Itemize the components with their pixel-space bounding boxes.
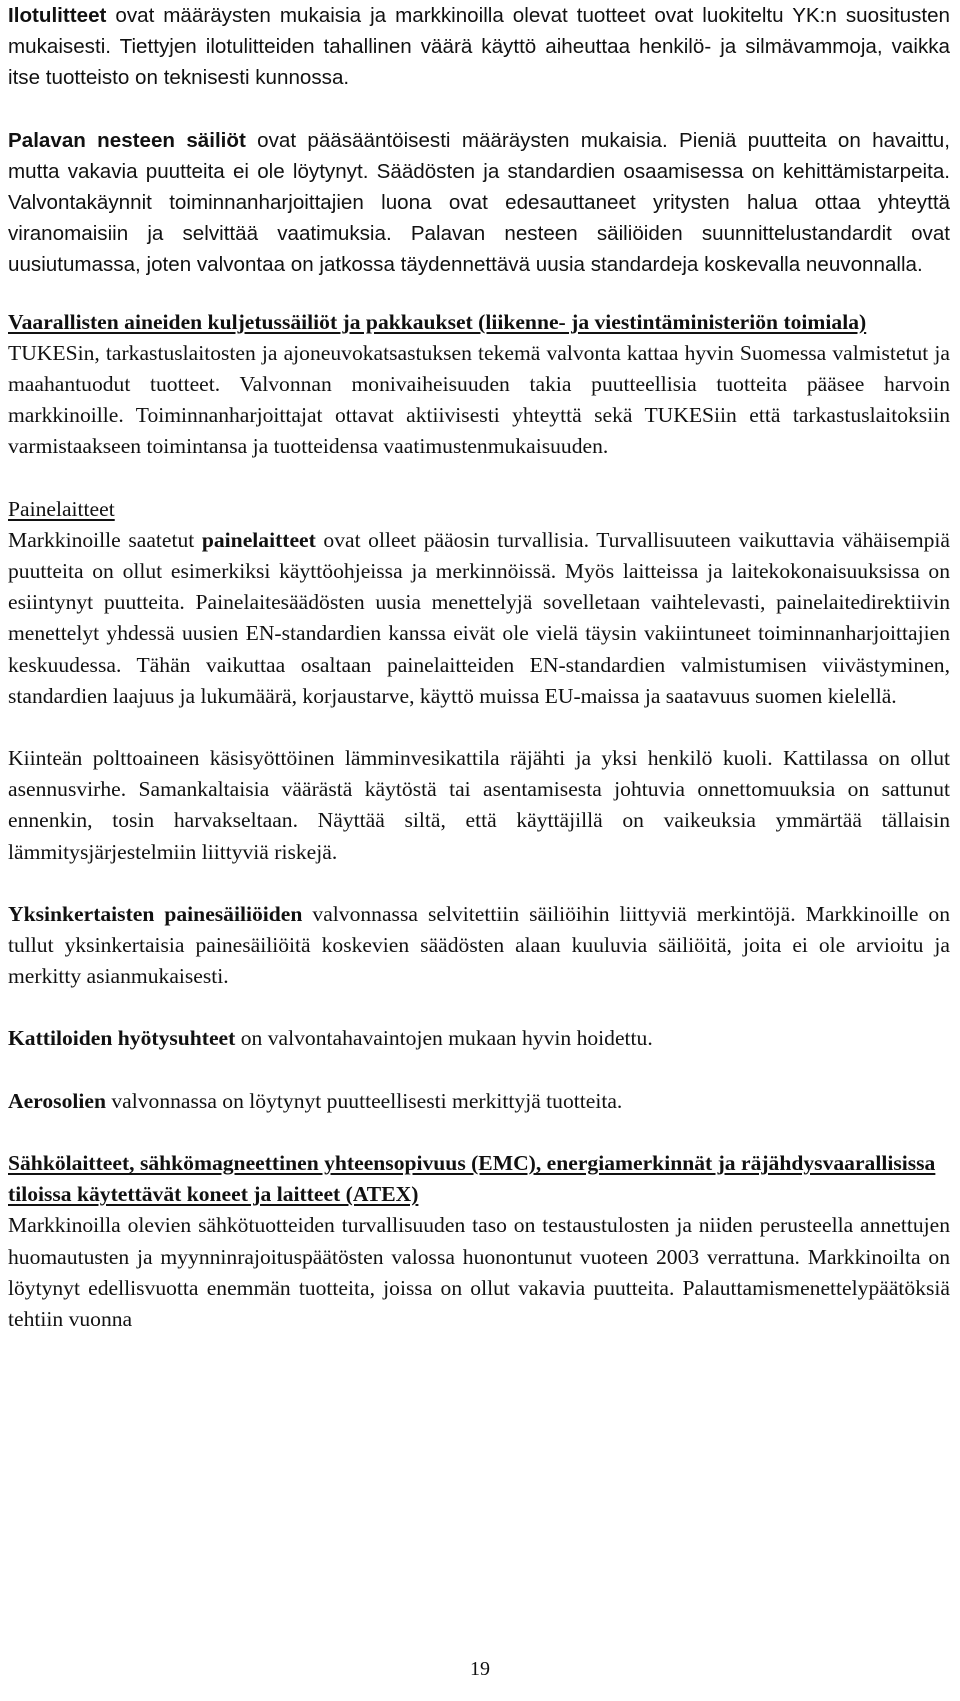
fireworks-paragraph [8,0,950,94]
aerosols-paragraph [8,1086,950,1117]
aerosols-term: Aerosolien [8,1088,106,1113]
fireworks-text: ovat määräysten mukaisia ja markkinoilla olevat tuotteet ovat luokiteltu YK:n suositusten mukaisesti. Tiettyjen ilotulitteiden tahallinen väärä käyttö aiheuttaa henkilö- ja silmävammoja, vaikka itse tuotteisto on teknisesti kunnossa. [8,4,950,90]
pressure-text-after: ovat olleet pääosin turvallisia. Turvallisuuteen vaikuttavia vähäisempiä puutteita on ollut esimerkiksi käyttöohjeissa ja merkinnöissä. Myös laitteissa ja laitekokonaisuuksissa on esiintynyt puutteita. Painelaitesäädösten uusia menettelyjä sovelletaan vaihtelevasti, painelaitedirektiivin menettelyt yhdessä uusien EN-standardien kanssa eivät ole vielä täysin vakiintuneet toiminnanharjoittajien keskuudessa. Tähän vaikuttaa osaltaan painelaitteiden EN-standardien valmistumisen viivästyminen, standardien laajuus ja lukumäärä, korjaustarve, käyttö muissa EU-maissa ja saatavuus suomen kielellä. [8,527,950,708]
simple-vessels-paragraph [8,899,950,993]
boiler-efficiency-text: on valvontahavaintojen mukaan hyvin hoidettu. [235,1026,653,1051]
boiler-accident-paragraph: Kiinteän polttoaineen käsisyöttöinen lämminvesikattila räjähti ja yksi henkilö kuoli. Kattilassa on ollut asennusvirhe. Samankaltaisia väärästä käytöstä tai asentamisesta johtuvia onnettomuuksia on sattunut ennenkin, tosin harvakseltaan. Näyttää siltä, että käyttäjillä on vaikeuksia ymmärtää tällaisin lämmitysjärjestelmiin liittyviä riskejä. [8,746,950,864]
pressure-equipment-heading: Painelaitteet [8,496,115,521]
aerosols-text: valvonnassa on löytynyt puutteellisesti merkittyjä tuotteita. [105,1088,623,1113]
boiler-efficiency-paragraph [8,1023,950,1054]
tanks-text: ovat pääsääntöisesti määräysten mukaisia. Pieniä puutteita on havaittu, mutta vakavia puutteita ei ole löytynyt. Säädösten ja standardien osaamisessa on kehittämistarpeita. Valvontakäynnit toiminnanharjoittajien luona ovat edesauttaneet yritysten halua ottaa yhteyttä viranomaisiin ja selvittää vaatimuksia. Palavan nesteen säiliöiden suunnittelustandardit ovat uusiutumassa, joten valvontaa on jatkossa täydennettävä uusia standardeja koskevalla neuvonnalla. [8,128,950,277]
dangerous-goods-heading: Vaarallisten aineiden kuljetussäiliöt ja pakkaukset (liikenne- ja viestintäministeriön toimiala) [8,309,867,334]
tanks-paragraph [8,125,950,281]
pressure-term: painelaitteet [201,527,316,552]
tanks-term: Palavan nesteen säiliöt [8,128,246,152]
dangerous-goods-paragraph: TUKESin, tarkastuslaitosten ja ajoneuvokatsastuksen tekemä valvonta kattaa hyvin Suomessa valmistetut ja maahantuodut tuotteet. Valvonnan monivaiheisuuden takia puutteellisia tuotteita pääsee harvoin markkinoille. Toiminnanharjoittajat ottavat aktiivisesti yhteyttä sekä TUKESiin että tarkastuslaitoksiin varmistaakseen toimintansa ja tuotteidensa vaatimustenmukaisuuden. [8,340,950,459]
pressure-equipment-paragraph [8,525,950,712]
electrical-paragraph: Markkinoilla olevien sähkötuotteiden turvallisuuden taso on testaustulosten ja niiden perusteella annettujen huomautusten ja myynninrajoituspäätösten valossa huonontunut vuoteen 2003 verrattuna. Markkinoilta on löytynyt edellisvuotta enemmän tuotteita, joissa on ollut vakavia puutteita. Palauttamismenettelypäätöksiä tehtiin vuonna [8,1213,950,1331]
simple-vessels-text: valvonnassa selvitettiin säiliöihin liittyviä merkintöjä. Markkinoille on tullut yksinkertaisia painesäiliöitä koskevien säädösten alaan kuuluvia säiliöitä, joita ei ole arvioitu ja merkitty asianmukaisesti. [8,901,951,989]
page-number: 19 [470,1658,490,1680]
document-page [8,0,950,1335]
boiler-efficiency-term: Kattiloiden hyötysuhteet [8,1026,236,1051]
simple-vessels-term: Yksinkertaisten painesäiliöiden [8,901,303,926]
electrical-heading: Sähkölaitteet, sähkömagneettinen yhteensopivuus (EMC), energiamerkinnät ja räjähdysvaarallisissa tiloissa käytettävät koneet ja laitteet (ATEX) [8,1150,936,1207]
fireworks-term: Ilotulitteet [8,4,107,27]
pressure-text-before: Markkinoille saatetut [8,527,202,552]
